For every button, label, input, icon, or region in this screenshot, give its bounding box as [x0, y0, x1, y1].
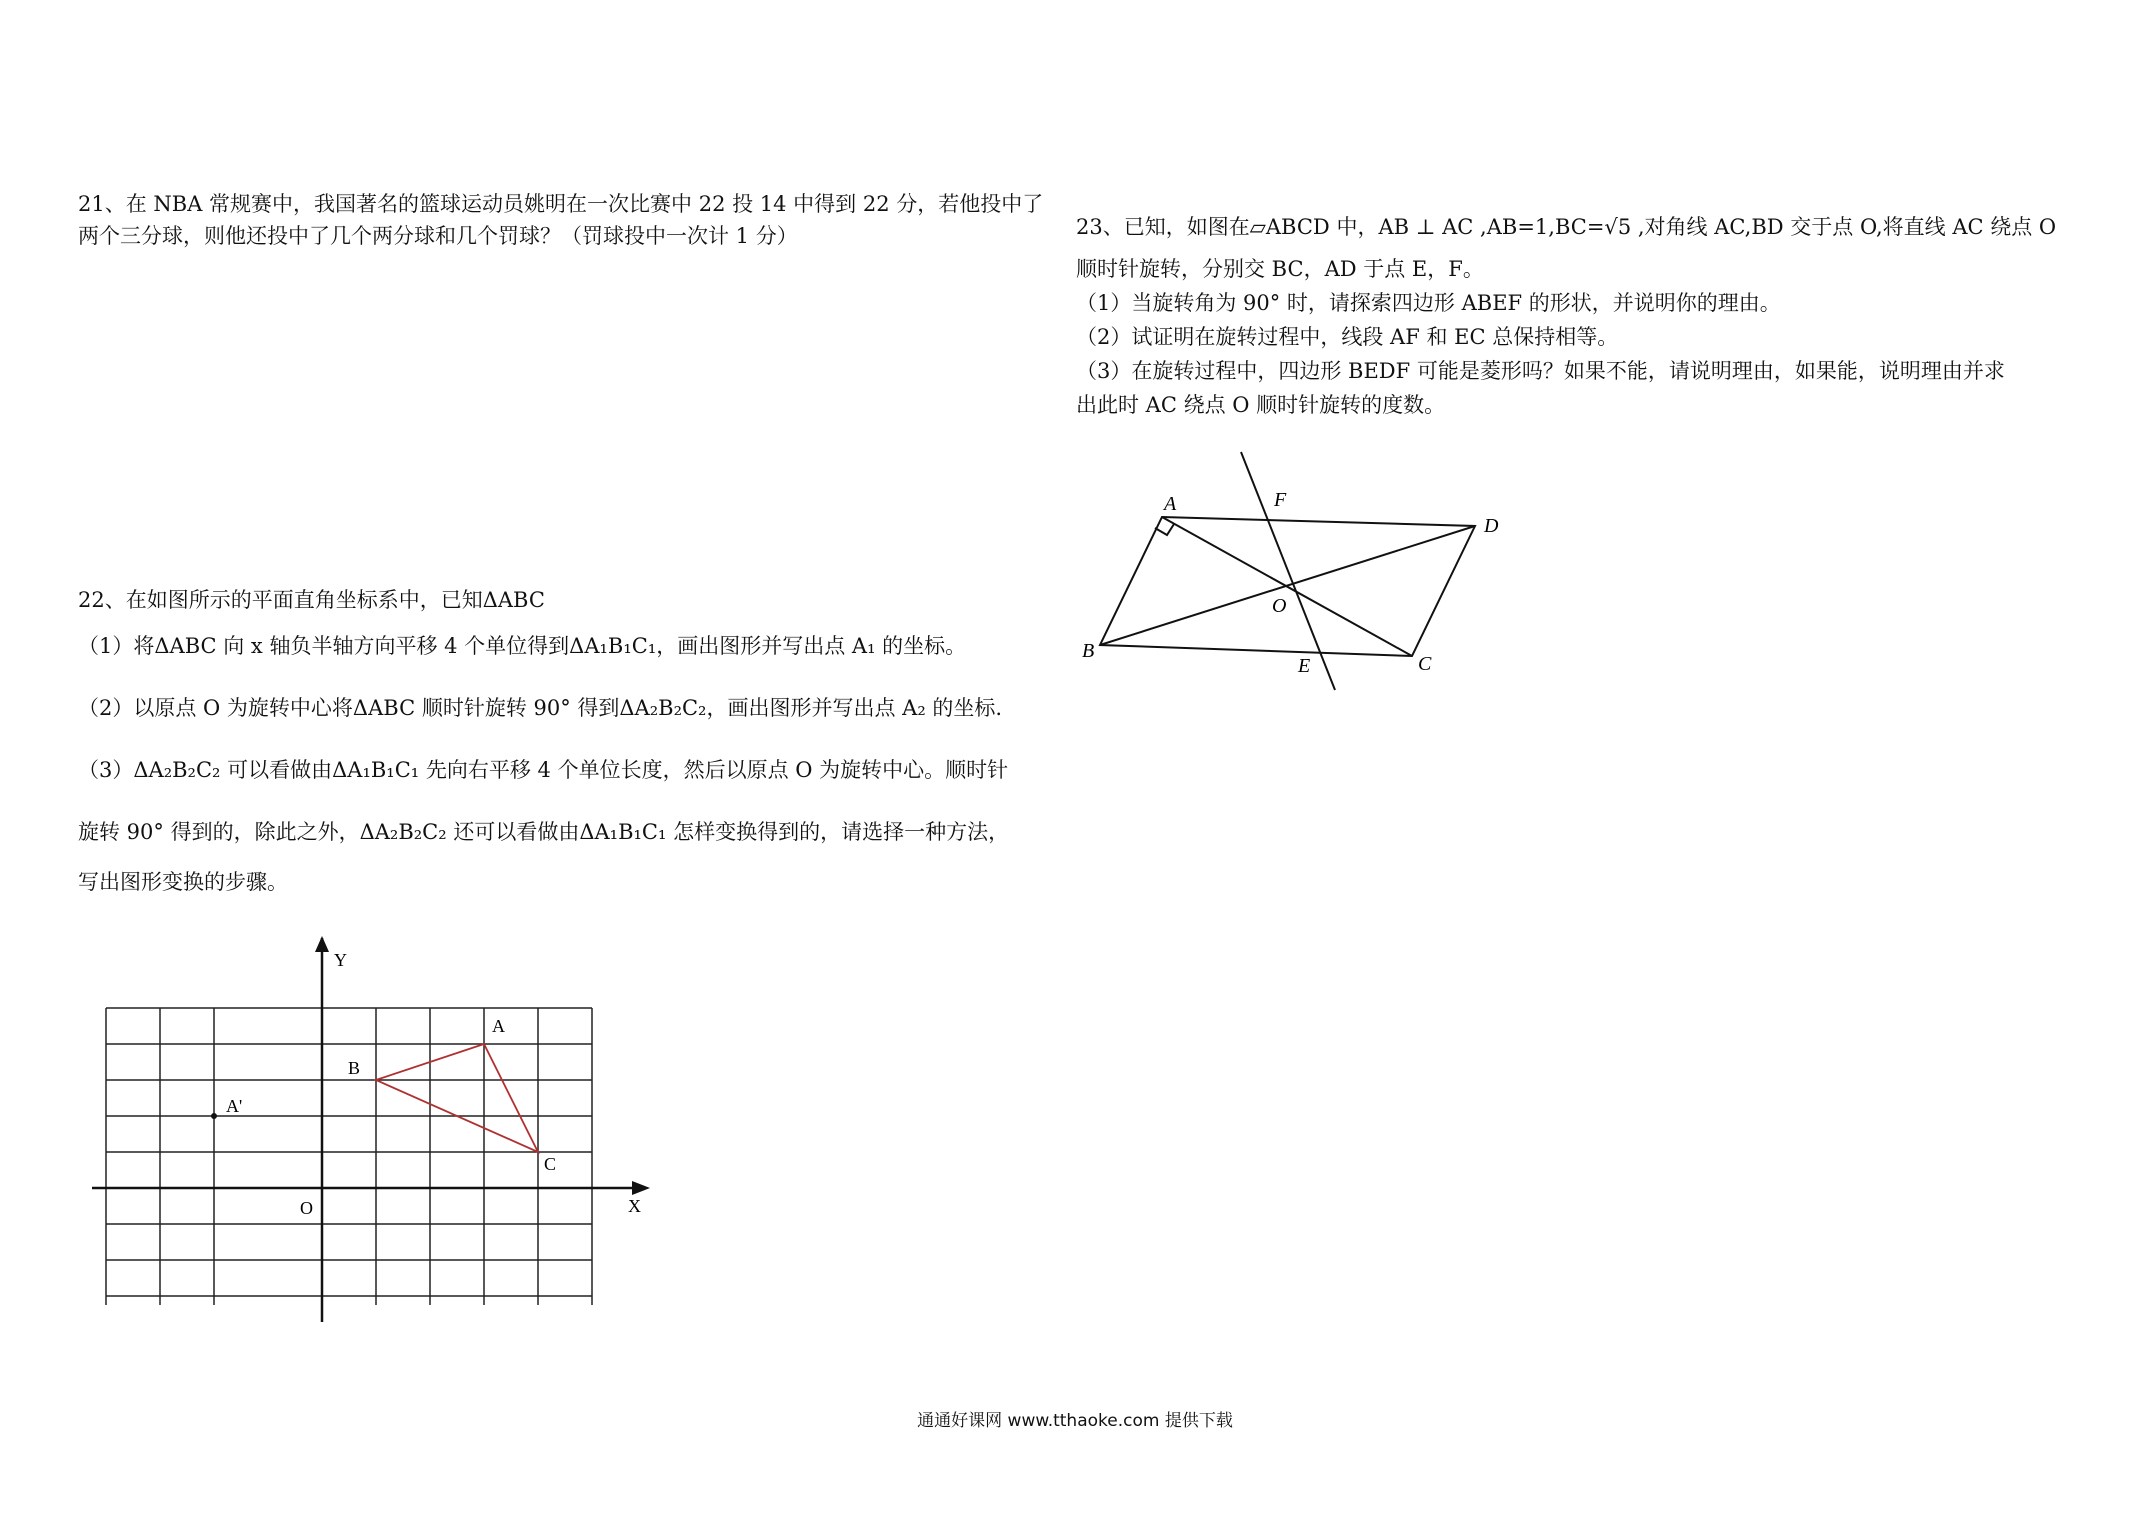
- x-axis-arrow: [632, 1181, 650, 1195]
- point-a-label: A: [492, 1016, 505, 1036]
- q22-title: 22、在如图所示的平面直角坐标系中，已知ΔABC: [78, 588, 545, 612]
- q22-part-3-line-1: （3）ΔA₂B₂C₂ 可以看做由ΔA₁B₁C₁ 先向右平移 4 个单位长度，然后以原点 O 为旋转中心。顺时针: [78, 758, 1009, 782]
- q21-line-1: 21、在 NBA 常规赛中，我国著名的篮球运动员姚明在一次比赛中 22 投 14 中得到 22 分，若他投中了: [78, 192, 1044, 216]
- triangle-abc: [376, 1044, 538, 1152]
- point-a-prime: [211, 1113, 217, 1119]
- q22-part-3-line-2: 旋转 90° 得到的，除此之外，ΔA₂B₂C₂ 还可以看做由ΔA₁B₁C₁ 怎样变换得到的，请选择一种方法，: [78, 820, 1010, 844]
- x-axis-label: X: [628, 1196, 641, 1216]
- origin-label: O: [300, 1198, 313, 1218]
- point-e-label: E: [1298, 655, 1311, 677]
- q23-part-3-line-1: （3）在旋转过程中，四边形 BEDF 可能是菱形吗？如果不能，请说明理由，如果能，说明理由并求: [1076, 359, 2005, 383]
- vertex-d-label: D: [1484, 515, 1499, 537]
- q21-line-2: 两个三分球，则他还投中了几个两分球和几个罚球？（罚球投中一次计 1 分）: [78, 224, 798, 248]
- grid-lines: [106, 1008, 592, 1305]
- point-a-prime-label: A': [226, 1096, 243, 1116]
- question-21: [78, 188, 1044, 252]
- question-22: [78, 584, 1038, 898]
- point-f-label: F: [1274, 489, 1287, 511]
- q22-part-2: （2）以原点 O 为旋转中心将ΔABC 顺时针旋转 90° 得到ΔA₂B₂C₂，画出图形并写出点 A₂ 的坐标.: [78, 696, 1003, 720]
- rotated-line-ef: [1241, 452, 1335, 690]
- q22-part-1: （1）将ΔABC 向 x 轴负半轴方向平移 4 个单位得到ΔA₁B₁C₁，画出图形并写出点 A₁ 的坐标。: [78, 634, 967, 658]
- q22-part-3-line-3: 写出图形变换的步骤。: [78, 870, 288, 894]
- axes: [92, 936, 650, 1322]
- parallelogram-figure: [1080, 440, 1520, 700]
- q23-line-1: 23、已知，如图在▱ABCD 中，AB ⊥ AC ,AB=1,BC=√5 ,对角线 AC,BD 交于点 O,将直线 AC 绕点 O: [1076, 215, 2057, 239]
- q23-part-3-line-2: 出此时 AC 绕点 O 顺时针旋转的度数。: [1076, 393, 1446, 417]
- y-axis-arrow: [315, 936, 329, 952]
- y-axis-label: Y: [334, 950, 347, 970]
- vertex-c-label: C: [1418, 653, 1432, 675]
- vertex-a-label: A: [1164, 493, 1177, 515]
- footer-credit: 通通好课网 www.tthaoke.com 提供下载: [917, 1411, 1233, 1431]
- question-23: [1076, 210, 2057, 422]
- diagonal-bd: [1100, 526, 1475, 645]
- vertex-b-label: B: [1082, 640, 1095, 662]
- q23-line-2: 顺时针旋转，分别交 BC，AD 于点 E，F。: [1076, 257, 1484, 281]
- center-o-label: O: [1272, 595, 1287, 617]
- point-c-label: C: [544, 1154, 557, 1174]
- q23-part-2: （2）试证明在旋转过程中，线段 AF 和 EC 总保持相等。: [1076, 325, 1619, 349]
- q23-part-1: （1）当旋转角为 90° 时，请探索四边形 ABEF 的形状，并说明你的理由。: [1076, 291, 1781, 315]
- point-b-label: B: [348, 1058, 361, 1078]
- coordinate-grid-figure: [80, 930, 680, 1330]
